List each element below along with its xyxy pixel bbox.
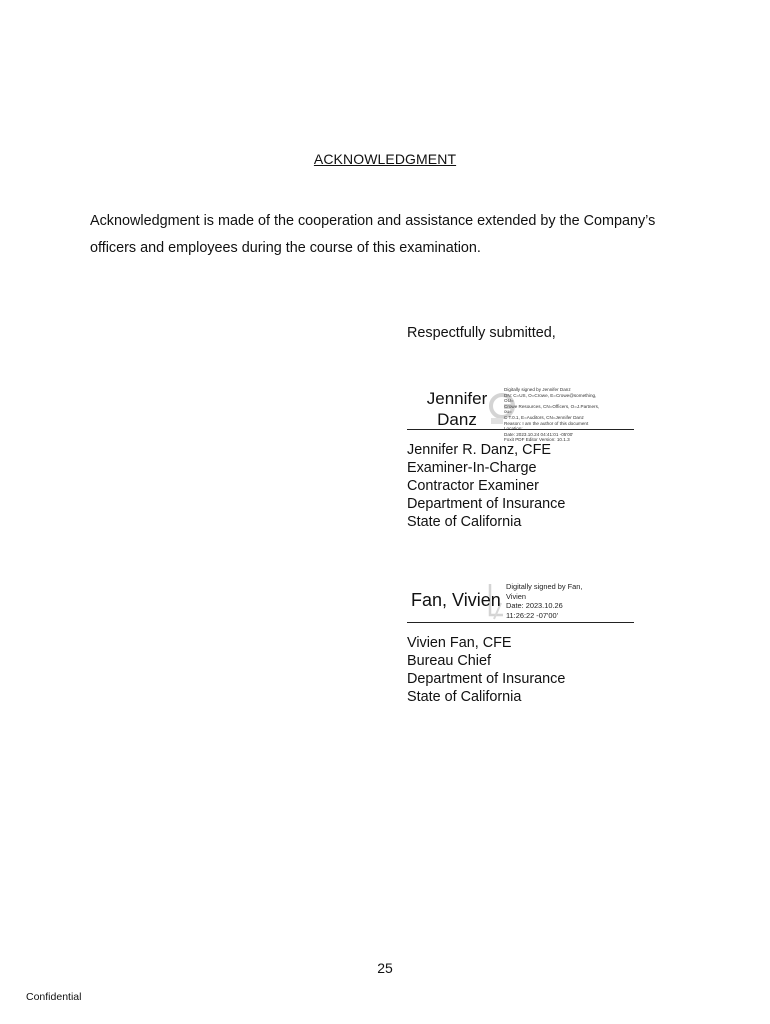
digital-signature-line: Reason: I am the author of this document bbox=[504, 420, 589, 426]
signer-name: Vivien Fan, CFE bbox=[407, 635, 512, 651]
digital-signature-line: Vivien bbox=[506, 591, 526, 601]
digital-signature-line: C T.0.1, E=Auditors, CN=Jennifer Danz bbox=[504, 414, 584, 420]
signer-role: Bureau Chief bbox=[407, 653, 491, 669]
digital-signature-line: Digitally signed by Jennifer Danz bbox=[504, 387, 571, 392]
page-title: ACKNOWLEDGMENT bbox=[313, 151, 457, 167]
signer-state: State of California bbox=[407, 689, 522, 705]
signer-role: Examiner-In-Charge bbox=[407, 460, 537, 476]
signature-line bbox=[407, 622, 634, 623]
signature-block-fan bbox=[407, 579, 634, 623]
digital-signature-line: 11:26:22 -07'00' bbox=[506, 610, 558, 620]
signer-role-secondary: Contractor Examiner bbox=[407, 478, 539, 494]
signature-line bbox=[407, 429, 634, 430]
digital-signature-line: Foxit PDF Editor Version: 10.1.3 bbox=[504, 437, 570, 443]
signer-name: Jennifer R. Danz, CFE bbox=[407, 442, 551, 458]
signer-info-danz bbox=[407, 441, 565, 531]
confidential-label: Confidential bbox=[26, 991, 82, 1003]
digital-signature-line: Digitally signed by Fan, bbox=[506, 582, 583, 591]
signer-department: Department of Insurance bbox=[407, 671, 566, 687]
digital-signature-details bbox=[506, 582, 616, 620]
digital-signature-line: Location: bbox=[504, 426, 523, 432]
acknowledgment-paragraph bbox=[90, 208, 700, 262]
signature-name-last: Danz bbox=[437, 410, 477, 429]
page-number: 25 bbox=[377, 960, 393, 976]
digital-signature-details bbox=[504, 387, 604, 443]
digital-signature-line: Crowe Resources, CN=Officers, O=J.Partners, ou= bbox=[504, 403, 600, 415]
paragraph-line: officers and employees during the course of this examination. bbox=[90, 240, 481, 256]
signature-name: Fan, Vivien bbox=[411, 590, 501, 610]
signer-info-fan bbox=[407, 634, 565, 706]
digital-signature-line: DN: C=US, O=Crowe, E=Crowe@something, OU= bbox=[504, 392, 597, 404]
signer-state: State of California bbox=[407, 514, 522, 530]
paragraph-line: Acknowledgment is made of the cooperation and assistance extended by the Company’s bbox=[90, 213, 656, 229]
signature-name bbox=[419, 388, 495, 430]
signature-block-danz bbox=[407, 384, 634, 443]
digital-signature-line: Date: 2023.10.26 bbox=[506, 601, 563, 610]
digital-signature-line: Date: 2023.10.24 04:41:01 -05'00' bbox=[504, 431, 574, 437]
signer-department: Department of Insurance bbox=[407, 496, 566, 512]
signature-name-first: Jennifer bbox=[426, 389, 488, 408]
closing-phrase: Respectfully submitted, bbox=[407, 325, 556, 341]
